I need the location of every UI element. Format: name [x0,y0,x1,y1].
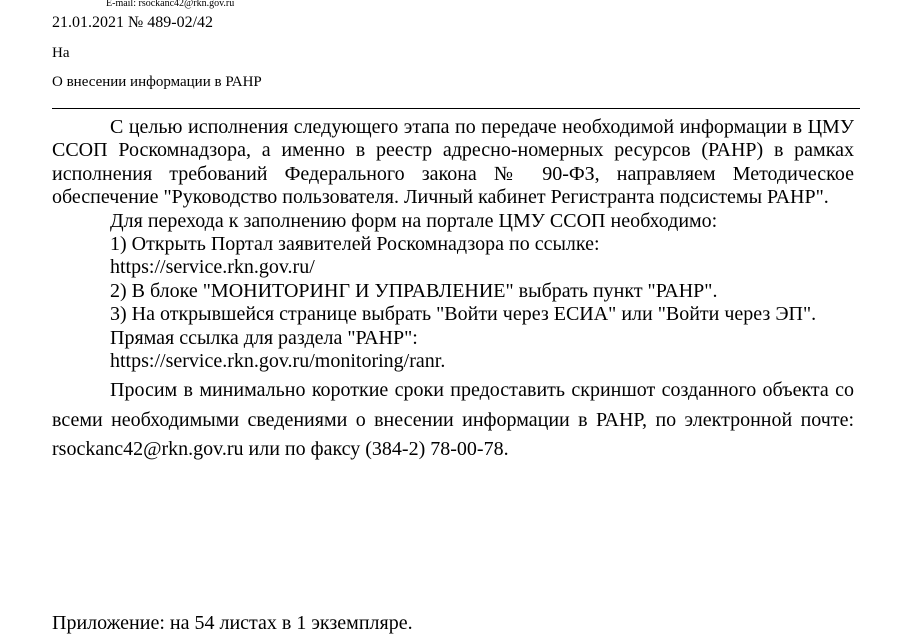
body-paragraph-request: Просим в минимально короткие сроки предоставить скриншот созданного объекта со всеми необходимыми сведениями о внесении информации в РАНР, по электронной почте: rsockanc42@rkn.gov.ru или по факсу (384-2) 78-00-78. [52,379,854,461]
body-paragraph-instructions: Для перехода к заполнению форм на портале ЦМУ ССОП необходимо: [110,209,718,232]
header-divider [52,108,860,109]
step-1: 1) Открыть Портал заявителей Роскомнадзора по ссылке: [110,233,600,256]
attachment-note: Приложение: на 54 листах в 1 экземпляре. [52,612,413,634]
letter-body [52,116,854,465]
step-3: 3) На открывшейся странице выбрать "Войти через ЕСИА" или "Войти через ЭП". [110,303,817,326]
direct-link[interactable]: https://service.rkn.gov.ru/monitoring/ranr. [110,350,446,373]
step-2: 2) В блоке "МОНИТОРИНГ И УПРАВЛЕНИЕ" выбрать пункт "РАНР". [110,279,718,302]
to-label: На [52,45,70,61]
body-paragraph-intro: С целью исполнения следующего этапа по передаче необходимой информации в ЦМУ ССОП Роскомнадзора, а именно в реестр адресно-номерных ресурсов (РАНР) в рамках исполнения требований Федерального закона № 90-ФЗ, направляем Методическое обеспечение "Руководство пользователя. Личный кабинет Регистранта подсистемы РАНР". [52,116,854,209]
step-1-link[interactable]: https://service.rkn.gov.ru/ [110,256,315,279]
header-email: E-mail: rsockanc42@rkn.gov.ru [106,0,235,9]
subject-line: О внесении информации в РАНР [52,74,262,90]
direct-link-label: Прямая ссылка для раздела "РАНР": [110,326,418,349]
date-number: 21.01.2021 № 489-02/42 [52,14,214,31]
